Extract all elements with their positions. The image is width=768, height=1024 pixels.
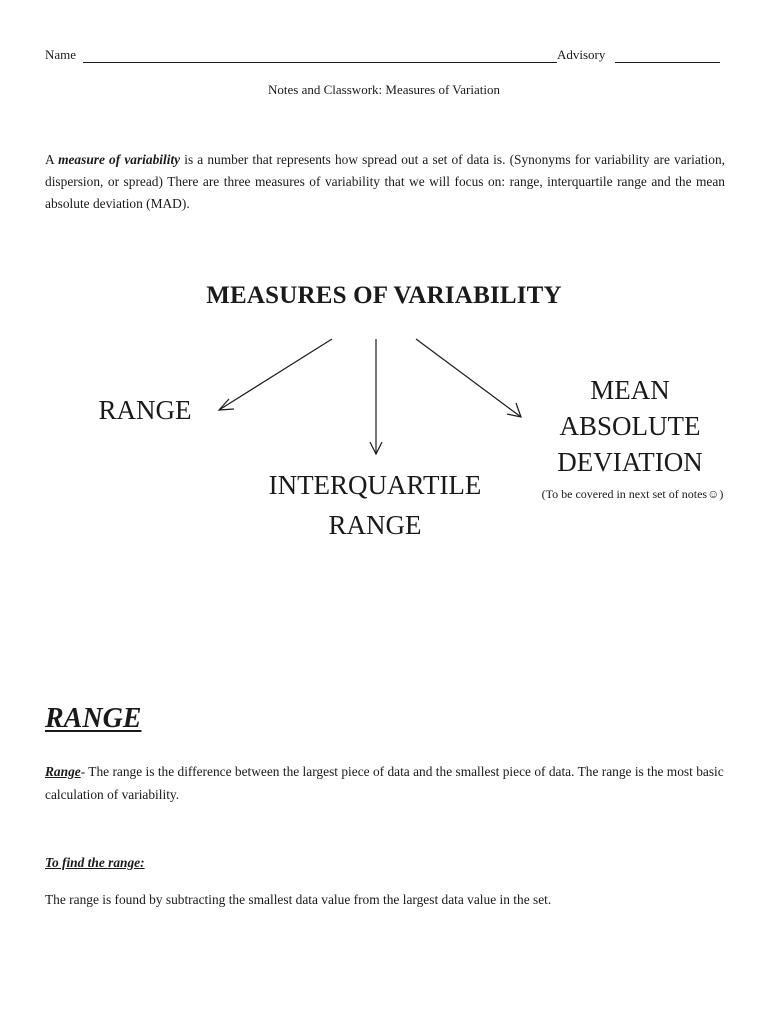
node-interquartile-range	[230, 465, 520, 545]
advisory-label: Advisory	[557, 47, 606, 62]
diagram-title: MEASURES OF VARIABILITY	[206, 282, 562, 309]
arrow-to-range	[219, 339, 332, 410]
mad-line3: DEVIATION	[557, 447, 703, 477]
range-definition	[45, 760, 725, 806]
mad-line2: ABSOLUTE	[559, 411, 701, 441]
iqr-line1: INTERQUARTILE	[268, 470, 482, 500]
mad-note: (To be covered in next set of notes☺)	[541, 487, 724, 501]
name-label: Name	[45, 47, 77, 62]
intro-prefix: A	[45, 152, 59, 167]
arrowhead-range	[219, 399, 234, 410]
range-def-term: Range	[45, 764, 81, 779]
arrow-to-mad	[416, 339, 521, 417]
intro-term: measure of variability	[58, 152, 181, 167]
intro-text: is a number that represents how spread out a set of data is. (Synonyms for variability are variation, dispersion, or spread) There are three measures of variability that we will focus on: range, interquartile range and the mean absolute deviation (MAD).	[45, 152, 725, 211]
page-title: Notes and Classwork: Measures of Variation	[268, 82, 500, 97]
find-range-heading: To find the range:	[45, 855, 145, 870]
mad-line1: MEAN	[590, 375, 670, 405]
find-range-text: The range is found by subtracting the smallest data value from the largest data value in the set.	[45, 892, 552, 907]
iqr-line2: RANGE	[328, 510, 422, 540]
node-mean-absolute-deviation	[540, 372, 720, 480]
range-def-text: - The range is the difference between the largest piece of data and the smallest piece of data. The range is the most basic calculation of variability.	[45, 764, 724, 802]
node-range: RANGE	[98, 395, 192, 425]
range-heading: RANGE	[45, 703, 142, 734]
